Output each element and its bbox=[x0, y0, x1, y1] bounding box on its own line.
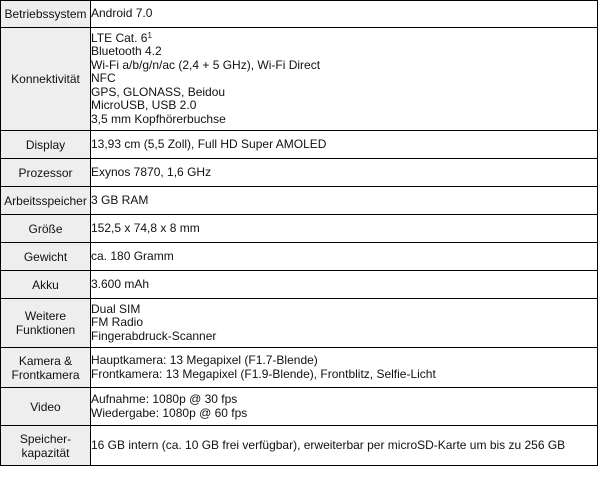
value-line: 152,5 x 74,8 x 8 mm bbox=[91, 220, 200, 235]
row-label bbox=[1, 348, 91, 388]
row-value bbox=[91, 426, 598, 466]
value-line: 3 GB RAM bbox=[91, 192, 149, 207]
table-row bbox=[1, 348, 598, 388]
value-line: 3.600 mAh bbox=[91, 276, 150, 291]
row-label bbox=[1, 187, 91, 215]
table-row bbox=[1, 28, 598, 131]
value-line: 16 GB intern (ca. 10 GB frei verfügbar), erweiterbar per microSD-Karte um bis zu 256 GB bbox=[91, 437, 566, 452]
label-line: Größe bbox=[28, 221, 63, 236]
table-row bbox=[1, 187, 598, 215]
value-line: Dual SIM bbox=[91, 301, 141, 316]
table-row bbox=[1, 1, 598, 28]
row-label bbox=[1, 1, 91, 28]
row-label bbox=[1, 159, 91, 187]
value-line: 13,93 cm (5,5 Zoll), Full HD Super AMOLED bbox=[91, 136, 327, 151]
row-label bbox=[1, 271, 91, 299]
label-line: Funktionen bbox=[15, 323, 76, 337]
row-value bbox=[91, 271, 598, 299]
table-row bbox=[1, 159, 598, 187]
row-value bbox=[91, 187, 598, 215]
row-value bbox=[91, 1, 598, 28]
row-value bbox=[91, 131, 598, 159]
table-row bbox=[1, 299, 598, 348]
value-line: Fingerabdruck-Scanner bbox=[91, 328, 217, 343]
row-value bbox=[91, 159, 598, 187]
value-line: Wi-Fi a/b/g/n/ac (2,4 + 5 GHz), Wi-Fi Direct bbox=[91, 57, 321, 72]
table-row bbox=[1, 271, 598, 299]
row-value bbox=[91, 215, 598, 243]
value-line: Aufnahme: 1080p @ 30 fps bbox=[91, 392, 238, 406]
row-label bbox=[1, 131, 91, 159]
value-line: Wiedergabe: 1080p @ 60 fps bbox=[91, 405, 248, 420]
value-line: GPS, GLONASS, Beidou bbox=[91, 84, 226, 99]
table-row bbox=[1, 426, 598, 466]
row-label bbox=[1, 215, 91, 243]
row-label bbox=[1, 28, 91, 131]
label-line: Kamera & bbox=[18, 353, 73, 368]
value-line: FM Radio bbox=[91, 315, 144, 330]
label-line: Akku bbox=[32, 277, 59, 292]
value-line: NFC bbox=[91, 71, 116, 86]
row-value bbox=[91, 243, 598, 271]
value-line: Hauptkamera: 13 Megapixel (F1.7-Blende) bbox=[91, 353, 318, 367]
row-value bbox=[91, 299, 598, 348]
row-value bbox=[91, 28, 598, 131]
value-line: Frontkamera: 13 Megapixel (F1.9-Blende), Frontblitz, Selfie-Licht bbox=[91, 366, 436, 381]
label-line: Video bbox=[30, 399, 61, 414]
label-line: Speicher- bbox=[19, 431, 72, 446]
table-row bbox=[1, 131, 598, 159]
label-line: Konnektivität bbox=[11, 72, 80, 86]
table-row bbox=[1, 215, 598, 243]
row-label bbox=[1, 388, 91, 426]
row-label bbox=[1, 299, 91, 348]
value-line: LTE Cat. 6 bbox=[91, 30, 148, 45]
value-line: ca. 180 Gramm bbox=[91, 248, 174, 263]
label-line: Weitere bbox=[24, 309, 67, 323]
value-line: 3,5 mm Kopfhörerbuchse bbox=[91, 111, 226, 126]
value-line: Exynos 7870, 1,6 GHz bbox=[91, 164, 212, 179]
label-line: Display bbox=[25, 137, 66, 152]
label-line: kapazität bbox=[21, 445, 70, 460]
value-line: Android 7.0 bbox=[91, 6, 153, 21]
label-line: Betriebssystem bbox=[4, 7, 87, 21]
label-line: Frontkamera bbox=[11, 367, 80, 382]
label-line: Prozessor bbox=[18, 165, 73, 180]
table-row bbox=[1, 243, 598, 271]
row-label bbox=[1, 426, 91, 466]
footnote-marker: 1 bbox=[147, 30, 152, 40]
label-line: Gewicht bbox=[23, 249, 68, 264]
value-line: MicroUSB, USB 2.0 bbox=[91, 98, 197, 113]
label-line: Arbeitsspeicher bbox=[4, 193, 87, 208]
row-label bbox=[1, 243, 91, 271]
table-row bbox=[1, 388, 598, 426]
row-value bbox=[91, 348, 598, 388]
row-value bbox=[91, 388, 598, 426]
value-line: Bluetooth 4.2 bbox=[91, 44, 162, 59]
